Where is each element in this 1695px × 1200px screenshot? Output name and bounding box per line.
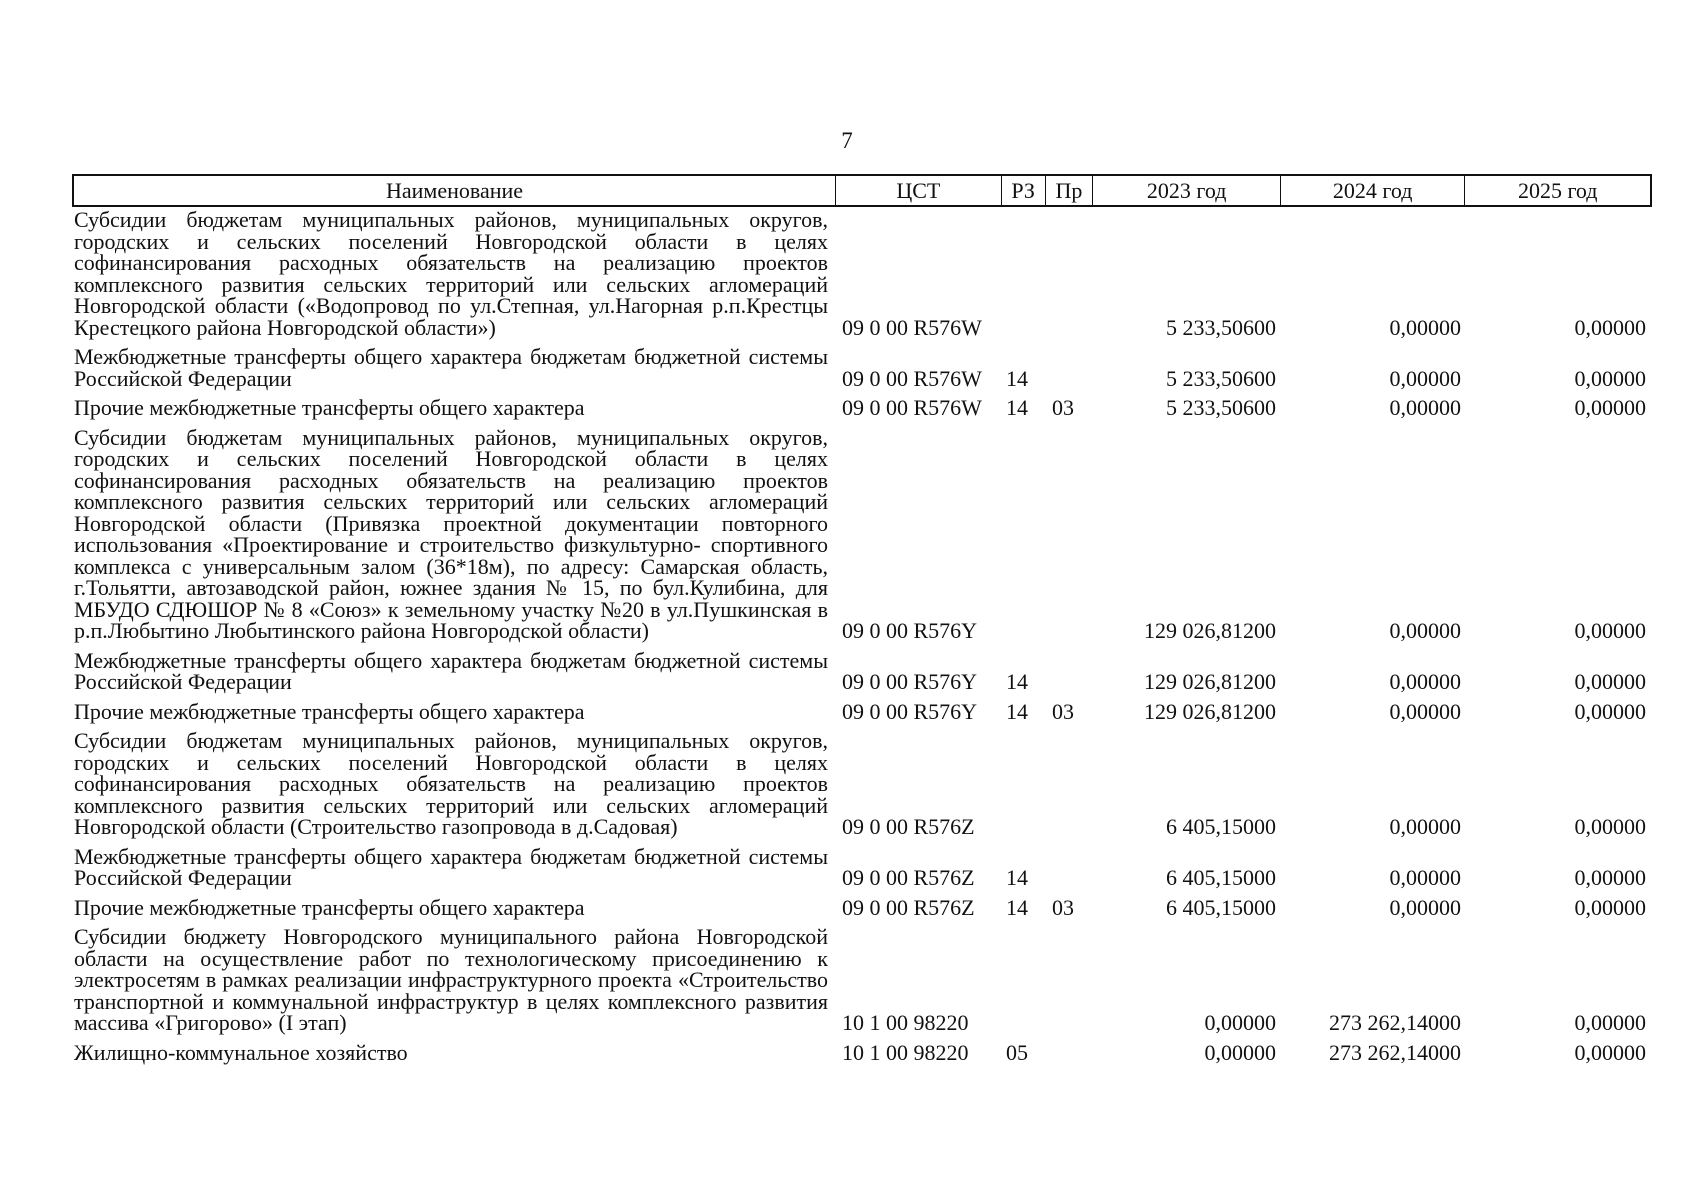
row-2023: 129 026,81200 [1144,698,1276,724]
row-2023: 5 233,50600 [1166,314,1276,340]
row-pr: 03 [1052,395,1074,420]
row-2024: 273 262,14000 [1329,1010,1461,1035]
row-2025: 0,00000 [1574,814,1646,839]
table-row [72,647,1652,694]
row-2024: 0,00000 [1389,669,1461,694]
table-row [72,698,1652,724]
row-2023: 6 405,15000 [1166,814,1276,839]
row-name: Прочие межбюджетные трансферты общего характера [74,698,585,724]
table-header [72,174,1652,207]
row-2024: 0,00000 [1389,865,1461,890]
row-rz: 14 [1006,894,1028,920]
row-cst: 09 0 00 R576W [842,314,982,340]
row-rz: 14 [1006,669,1028,694]
row-2025: 0,00000 [1574,669,1646,694]
row-cst: 09 0 00 R576W [842,365,982,391]
row-2024: 273 262,14000 [1329,1039,1461,1065]
row-2023: 0,00000 [1204,1039,1276,1065]
row-name: Субсидии бюджету Новгородского муниципального района Новгородской области на осуществление работ по технологическому присоединению к электросетям в рамках реализации инфраструктурного проекта «Строительство транспортной и коммунальной инфраструктур в целях комплексного развития массива «Григорово» (I этап) [74,924,828,1035]
row-cst: 09 0 00 R576W [842,395,982,420]
table-row [72,843,1652,890]
row-pr: 03 [1052,698,1074,724]
row-2024: 0,00000 [1389,365,1461,391]
row-cst: 09 0 00 R576Z [842,865,975,890]
row-2025: 0,00000 [1574,698,1646,724]
row-rz: 14 [1006,395,1028,420]
row-2023: 5 233,50600 [1166,365,1276,391]
row-cst: 09 0 00 R576Z [842,894,975,920]
row-cst: 09 0 00 R576Y [842,618,978,643]
row-2024: 0,00000 [1389,395,1461,420]
row-2025: 0,00000 [1574,365,1646,391]
row-rz: 14 [1006,865,1028,890]
row-2023: 6 405,15000 [1166,865,1276,890]
row-name: Прочие межбюджетные трансферты общего характера [74,395,585,420]
table-row [72,730,1652,838]
row-2023: 6 405,15000 [1166,894,1276,920]
header-2023: 2023 год [1093,176,1281,205]
row-cst: 09 0 00 R576Y [842,669,978,694]
row-2024: 0,00000 [1389,698,1461,724]
header-2024: 2024 год [1281,176,1466,205]
row-2023: 5 233,50600 [1166,395,1276,420]
row-2025: 0,00000 [1574,1010,1646,1035]
row-name: Субсидии бюджетам муниципальных районов, муниципальных округов, городских и сельских поселений Новгородской области в целях софинансирования расходных обязательств на реализацию проектов комплексного развития сельских территорий или сельских агломераций Новгородской области («Водопровод по ул.Степная, ул.Нагорная р.п.Крестцы Крестецкого района Новгородской области») [74,207,828,340]
table-row [72,1039,1652,1065]
row-name: Субсидии бюджетам муниципальных районов, муниципальных округов, городских и сельских поселений Новгородской области в целях софинансирования расходных обязательств на реализацию проектов комплексного развития сельских территорий или сельских агломераций Новгородской области (Строительство газопровода в д.Садовая) [74,728,828,839]
header-cst: ЦСТ [836,176,1002,205]
header-2025: 2025 год [1517,177,1598,203]
row-name: Жилищно-коммунальное хозяйство [74,1039,408,1065]
table-row [72,424,1652,643]
row-2025: 0,00000 [1574,865,1646,890]
table-body [72,209,1652,1063]
row-2023: 0,00000 [1204,1010,1276,1035]
row-2023: 129 026,81200 [1144,618,1276,643]
row-name: Межбюджетные трансферты общего характера бюджетам бюджетной системы Российской Федерации [74,647,828,694]
row-2025: 0,00000 [1574,1039,1646,1065]
table-row [72,397,1652,419]
row-rz: 05 [1006,1039,1028,1065]
row-cst: 09 0 00 R576Y [842,698,978,724]
header-rz: РЗ [1002,176,1046,205]
row-2023: 129 026,81200 [1144,669,1276,694]
budget-table [72,174,1652,1071]
header-name: Наименование [74,176,836,205]
row-name: Межбюджетные трансферты общего характера бюджетам бюджетной системы Российской Федерации [74,344,828,391]
row-2024: 0,00000 [1389,894,1461,920]
row-cst: 09 0 00 R576Z [842,814,975,839]
row-cst: 10 1 00 98220 [842,1010,969,1035]
row-name: Прочие межбюджетные трансферты общего характера [74,894,585,920]
row-2024: 0,00000 [1389,618,1461,643]
header-pr: Пр [1046,176,1094,205]
row-2025: 0,00000 [1574,618,1646,643]
table-row [72,209,1652,338]
table-row [72,894,1652,920]
row-cst: 10 1 00 98220 [842,1039,969,1065]
row-name: Субсидии бюджетам муниципальных районов, муниципальных округов, городских и сельских поселений Новгородской области в целях софинансирования расходных обязательств на реализацию проектов комплексного развития сельских территорий или сельских агломераций Новгородской области (Привязка проектной документации повторного использования «Проектирование и строительство физкультурно- спортивного комплекса с универсальным залом (36*18м), по адресу: Самарская область, г.Тольятти, автозаводской район, южнее здания № 15, по бул.Кулибина, для МБУДО СДЮШОР № 8 «Союз» к земельному участку №20 в ул.Пушкинская в р.п.Любытино Любытинского района Новгородской области) [74,424,828,643]
row-2024: 0,00000 [1389,314,1461,340]
row-rz: 14 [1006,365,1028,391]
row-2025: 0,00000 [1574,314,1646,340]
row-2025: 0,00000 [1574,395,1646,420]
row-pr: 03 [1052,894,1074,920]
row-name: Межбюджетные трансферты общего характера бюджетам бюджетной системы Российской Федерации [74,843,828,890]
row-2024: 0,00000 [1389,814,1461,839]
row-2025: 0,00000 [1574,894,1646,920]
table-row [72,926,1652,1034]
page-number: 7 [841,128,853,153]
table-row [72,346,1652,389]
row-rz: 14 [1006,698,1028,724]
